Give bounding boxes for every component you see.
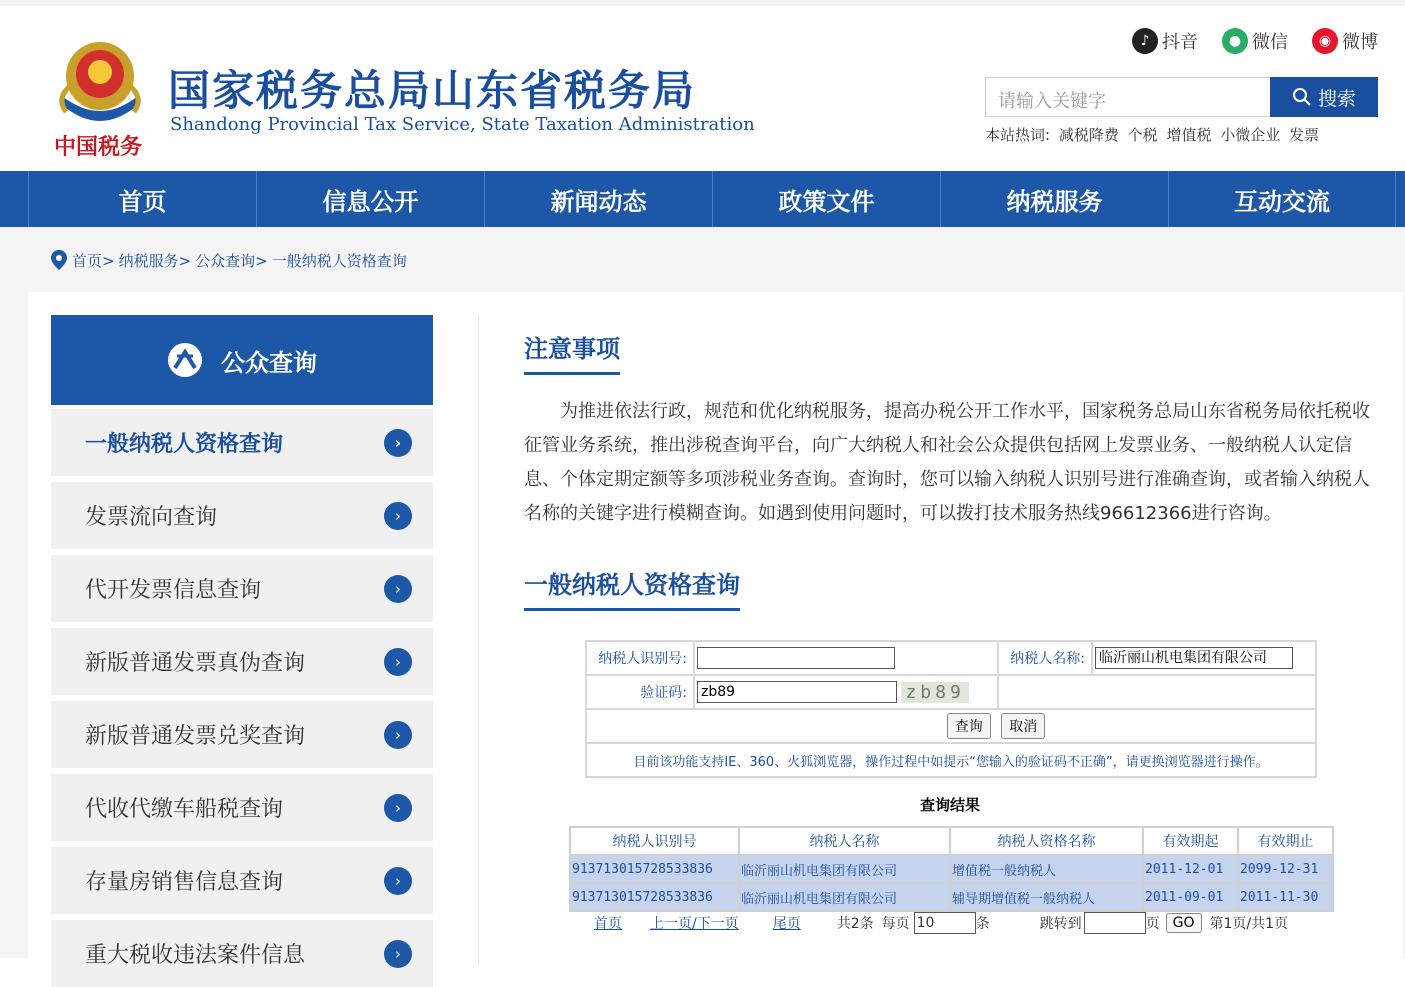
table-row[interactable]	[570, 855, 1333, 883]
weibo-label: 微博	[1342, 32, 1378, 53]
per-page-unit: 条	[975, 916, 990, 932]
per-page-input[interactable]: 10	[914, 912, 976, 934]
table-cell: 913713015728533836	[570, 855, 739, 883]
notice-text: 为推进依法行政，规范和优化纳税服务，提高办税公开工作水平，国家税务总局山东省税务局依托税收征管业务系统，推出涉税查询平台，向广大纳税人和社会公众提供包括网上发票业务、一般纳税人认定信息、个体定期定额等多项涉税业务查询。查询时，您可以输入纳税人识别号进行准确查询，或者输入纳税人名称的关键字进行模糊查询。如遇到使用问题时，可以拨打技术服务热线96612366进行咨询。	[524, 401, 1370, 524]
nav-item-home[interactable]: 首页	[28, 171, 256, 227]
sidebar-item-housing-sales[interactable]	[51, 847, 433, 914]
douyin-link[interactable]	[1132, 28, 1198, 54]
goto-page-input[interactable]	[1084, 912, 1146, 934]
table-cell: 临沂丽山机电集团有限公司	[739, 855, 950, 883]
hotword-link[interactable]: 减税降费	[1058, 126, 1119, 144]
sidebar-item-invoice-flow[interactable]	[51, 482, 433, 549]
cancel-button[interactable]: 取消	[1001, 713, 1045, 739]
column-header: 有效期起	[1143, 827, 1238, 855]
site-title: 国家税务总局山东省税务局	[168, 66, 697, 115]
chevron-right-icon: ›	[384, 502, 412, 530]
table-cell: 2011-12-01	[1143, 855, 1238, 883]
tax-emblem-logo[interactable]	[52, 36, 152, 164]
chevron-right-icon: ›	[384, 940, 412, 968]
location-pin-icon	[50, 249, 68, 271]
pagination	[594, 912, 1288, 934]
table-cell: 2011-11-30	[1238, 883, 1333, 911]
breadcrumb-current: 一般纳税人资格查询	[271, 251, 407, 270]
nav-item-news[interactable]: 新闻动态	[484, 171, 712, 227]
table-cell: 2011-09-01	[1143, 883, 1238, 911]
taxpayer-name-label: 纳税人名称:	[998, 641, 1092, 675]
query-form	[585, 640, 1317, 778]
page-unit: 页	[1145, 916, 1160, 932]
breadcrumb-service[interactable]: 纳税服务>	[118, 251, 192, 270]
table-cell: 增值税一般纳税人	[950, 855, 1143, 883]
nav-item-interaction[interactable]: 互动交流	[1168, 171, 1396, 227]
sidebar-item-label: 重大税收违法案件信息	[85, 943, 306, 968]
wechat-label: 微信	[1252, 32, 1288, 53]
search-icon	[1292, 87, 1312, 107]
goto-label: 跳转到	[1039, 916, 1082, 932]
sidebar-item-label: 代收代缴车船税查询	[85, 797, 284, 822]
chevron-right-icon: ›	[384, 429, 412, 457]
sidebar-item-label: 新版普通发票兑奖查询	[85, 724, 306, 749]
douyin-icon: ♪	[1132, 28, 1158, 54]
breadcrumb	[50, 249, 407, 271]
column-header: 纳税人资格名称	[950, 827, 1143, 855]
go-button[interactable]: GO	[1166, 913, 1202, 933]
captcha-cell	[694, 675, 998, 709]
column-header: 纳税人名称	[739, 827, 950, 855]
browser-tip: 目前该功能支持IE、360、火狐浏览器，操作过程中如提示“您输入的验证码不正确”，请更换浏览器进行操作。	[586, 743, 1316, 777]
nav-item-policy[interactable]: 政策文件	[712, 171, 940, 227]
captcha-input[interactable]: zb89	[697, 681, 897, 703]
wechat-icon: ●	[1222, 28, 1248, 54]
per-page-label: 每页	[881, 916, 910, 932]
search-button-label: 搜索	[1317, 87, 1356, 110]
last-page-link[interactable]: 尾页	[772, 916, 801, 932]
sidebar-item-issued-invoice[interactable]	[51, 555, 433, 622]
weibo-icon: ◉	[1312, 28, 1338, 54]
table-cell: 913713015728533836	[570, 883, 739, 911]
page-info: 第1页/共1页	[1209, 916, 1289, 932]
total-count: 共2条	[836, 916, 874, 932]
sidebar-title: 公众查询	[221, 348, 317, 377]
sidebar-item-invoice-authenticity[interactable]	[51, 628, 433, 695]
site-subtitle: Shandong Provincial Tax Service, State Taxation Administration	[170, 114, 755, 135]
vertical-divider	[478, 315, 479, 965]
taxpayer-id-label: 纳税人识别号:	[586, 641, 694, 675]
chevron-right-icon: ›	[384, 794, 412, 822]
sidebar-header	[51, 315, 433, 405]
hotwords-label: 本站热词:	[985, 126, 1051, 144]
table-cell: 2099-12-31	[1238, 855, 1333, 883]
column-header: 有效期止	[1238, 827, 1333, 855]
captcha-image[interactable]: zb89	[901, 682, 968, 703]
sidebar-item-label: 代开发票信息查询	[85, 578, 262, 603]
query-button[interactable]: 查询	[947, 713, 991, 739]
hotword-link[interactable]: 个税	[1127, 126, 1158, 144]
sidebar-item-major-cases[interactable]	[51, 920, 433, 987]
sidebar-item-label: 存量房销售信息查询	[85, 870, 284, 895]
result-title: 查询结果	[920, 796, 981, 814]
taxpayer-id-cell	[694, 641, 998, 675]
chevron-right-icon: ›	[384, 575, 412, 603]
taxpayer-name-cell	[1092, 641, 1316, 675]
search-input[interactable]: 请输入关键字	[985, 77, 1271, 117]
result-table	[569, 826, 1334, 912]
empty-cell	[998, 675, 1316, 709]
sidebar-item-label: 新版普通发票真伪查询	[85, 651, 306, 676]
sidebar-item-invoice-lottery[interactable]	[51, 701, 433, 768]
taxpayer-id-input[interactable]	[697, 647, 895, 669]
nav-item-service[interactable]: 纳税服务	[940, 171, 1168, 227]
hotword-link[interactable]: 增值税	[1166, 126, 1212, 144]
douyin-label: 抖音	[1162, 32, 1198, 53]
prev-next-link[interactable]: 上一页/下一页	[650, 916, 739, 932]
emblem-text: 中国税务	[53, 134, 143, 160]
first-page-link[interactable]: 首页	[594, 916, 622, 932]
table-header-row	[570, 827, 1333, 855]
weibo-link[interactable]	[1312, 28, 1378, 54]
site-header	[0, 6, 1405, 171]
sidebar-item-label: 发票流向查询	[85, 505, 218, 530]
query-icon	[167, 342, 203, 378]
search-button[interactable]	[1270, 77, 1378, 117]
column-header: 纳税人识别号	[570, 827, 739, 855]
taxpayer-name-input[interactable]: 临沂丽山机电集团有限公司	[1095, 647, 1293, 669]
content-panel	[28, 292, 1403, 968]
query-title: 一般纳税人资格查询	[524, 565, 740, 611]
main-area	[0, 227, 1405, 968]
chevron-right-icon: ›	[384, 867, 412, 895]
nav-item-info[interactable]: 信息公开	[256, 171, 484, 227]
notice-title: 注意事项	[524, 329, 620, 375]
wechat-link[interactable]	[1222, 28, 1288, 54]
breadcrumb-home[interactable]: 首页>	[72, 251, 115, 270]
sidebar-item-vehicle-tax[interactable]	[51, 774, 433, 841]
hotword-link[interactable]: 小微企业	[1220, 126, 1281, 144]
chevron-right-icon: ›	[384, 721, 412, 749]
sidebar-item-general-taxpayer[interactable]	[51, 409, 433, 476]
captcha-label: 验证码:	[586, 675, 694, 709]
hotword-link[interactable]: 发票	[1289, 126, 1320, 144]
form-buttons	[586, 709, 1316, 743]
table-cell: 辅导期增值税一般纳税人	[950, 883, 1143, 911]
main-nav	[0, 171, 1405, 227]
table-row[interactable]	[570, 883, 1333, 911]
hotwords	[985, 124, 1323, 145]
breadcrumb-public-query[interactable]: 公众查询>	[195, 251, 268, 270]
sidebar-item-label: 一般纳税人资格查询	[85, 432, 284, 457]
table-cell: 临沂丽山机电集团有限公司	[739, 883, 950, 911]
chevron-right-icon: ›	[384, 648, 412, 676]
